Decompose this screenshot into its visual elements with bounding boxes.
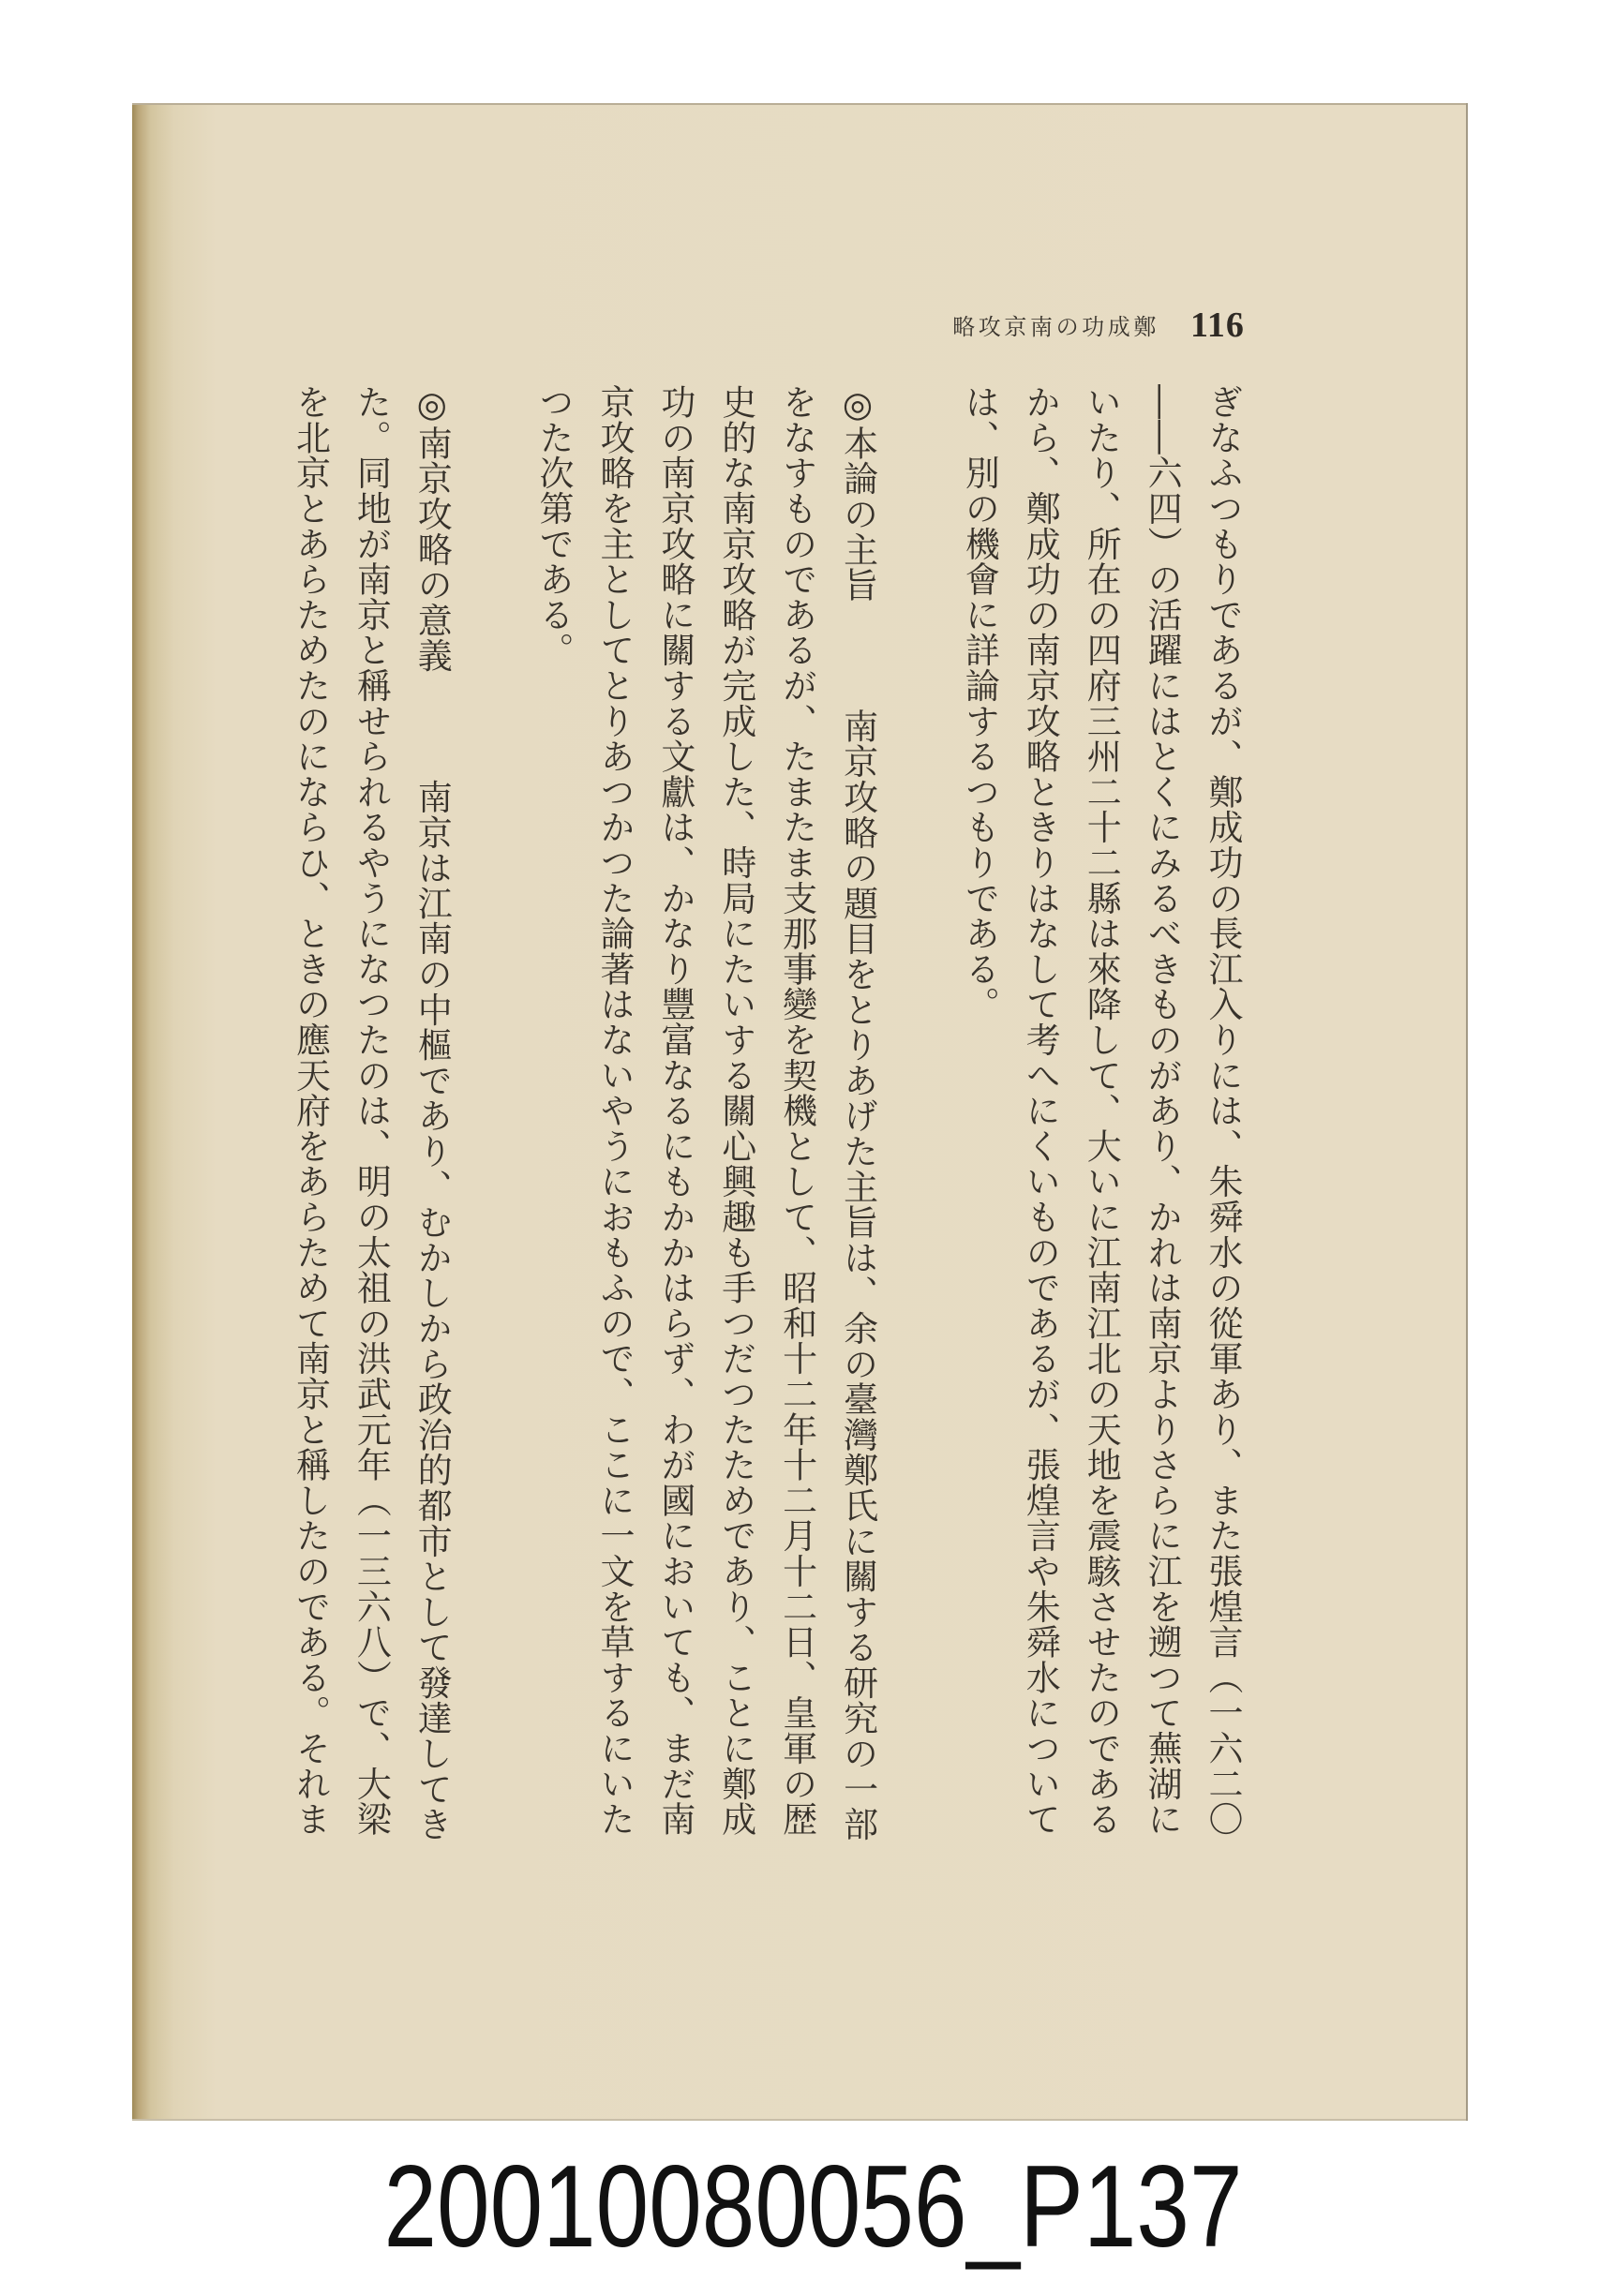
text-line: た。同地が南京と稱せられるやうになつたのは、明の太祖の洪武元年（一三六八）で、大梁 (351, 384, 392, 1837)
section-heading: ◎本論の主旨 (837, 384, 878, 603)
section-heading: ◎南京攻略の意義 (411, 384, 453, 674)
running-title: 鄭成功の南京攻略 (952, 314, 1159, 340)
text-line: から、鄭成功の南京攻略ときりはなして考へにくいものであるが、張煌言や朱舜水について (1020, 384, 1061, 1837)
text-line-body: 南京は江南の中樞であり、むかしから政治的都市として發達してき (411, 779, 453, 1842)
text-line-body: 南京攻略の題目をとりあげた主旨は、余の臺灣鄭氏に關する研究の一部 (837, 708, 878, 1842)
text-line: いたり、所在の四府三州二十二縣は來降して、大いに江南江北の天地を震駭させたのである (1081, 384, 1122, 1837)
paragraph (522, 384, 887, 1846)
text-line: をなすものであるが、たまたま支那事變を契機として、昭和十二年十二月十二日、皇軍の歴 (776, 384, 817, 1837)
text-line: は、別の機會に詳論するつもりである。 (959, 384, 1000, 1022)
text-line (400, 384, 461, 1846)
page-number: 116 (1190, 306, 1245, 345)
text-line: つた次第である。 (533, 384, 575, 668)
text-line: ぎなふつもりであるが、鄭成功の長江入りには、朱舜水の從軍あり、また張煌言（一六二〇 (1203, 384, 1243, 1837)
body-text (279, 384, 1252, 1846)
image-id-caption: 20010080056_P137 (383, 2142, 1243, 2272)
text-line: ――六四）の活躍にはとくにみるべきものがあり、かれは南京よりさらに江を遡つて蕪湖に (1142, 384, 1183, 1837)
paragraph (279, 384, 462, 1846)
paragraph (948, 384, 1252, 1846)
text-line (827, 384, 888, 1846)
text-line: 史的な南京攻略が完成した、時局にたいする關心興趣も手つだつたためであり、ことに鄭成 (715, 384, 756, 1837)
text-line: を北京とあらためたのにならひ、ときの應天府をあらためて南京と稱したのである。それま (290, 384, 331, 1837)
text-line: 京攻略を主としてとりあつかつた論著はないやうにおもふので、ここに一文を草するにいた (593, 384, 635, 1837)
text-line: 功の南京攻略に關する文獻は、かなり豐富なるにもかかはらず、わが國においても、まだ南 (654, 384, 695, 1837)
